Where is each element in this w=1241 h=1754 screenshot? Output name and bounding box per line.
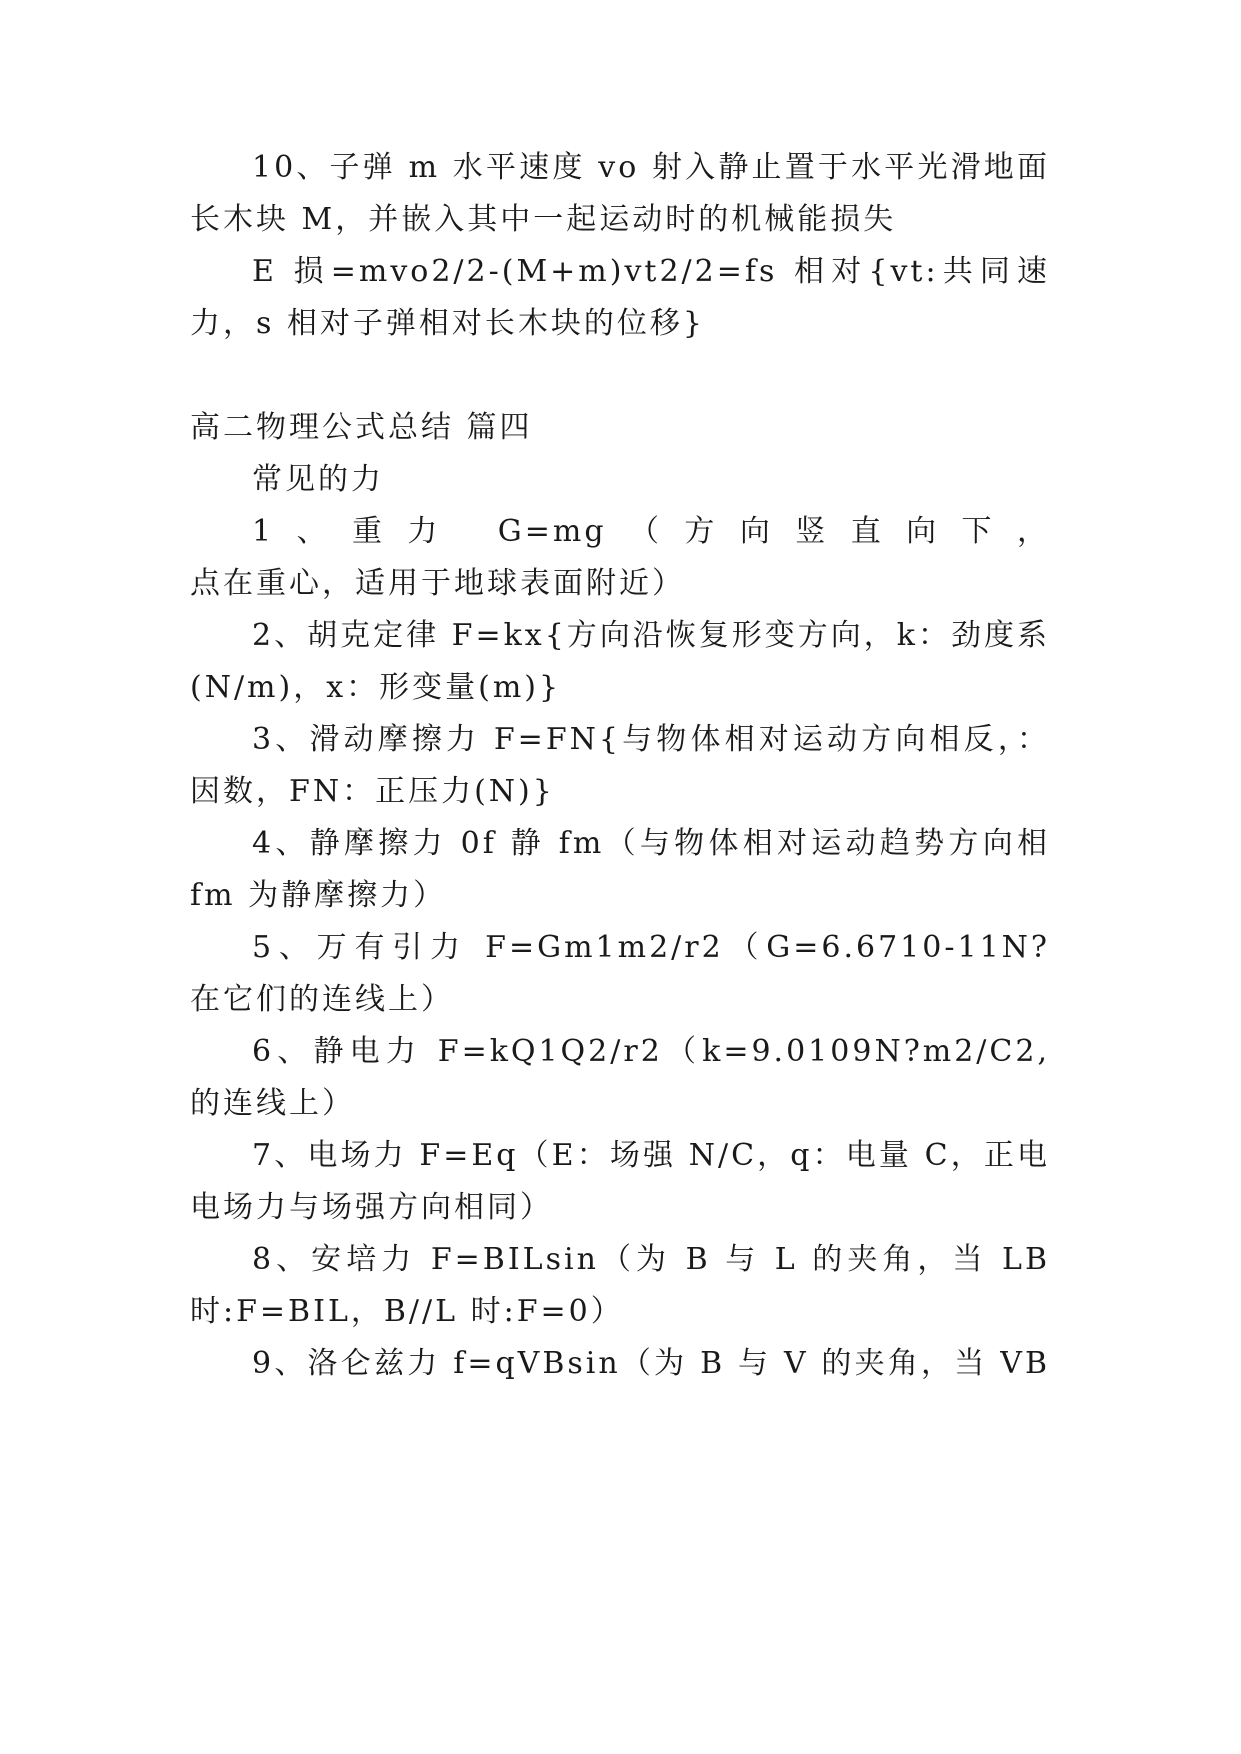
item-2-line-2: (N/m)，x：形变量(m)} — [190, 670, 562, 705]
item-4-line-2: fm 为静摩擦力） — [190, 878, 447, 913]
item-7-line-2: 电场力与场强方向相同） — [190, 1190, 553, 1225]
paragraph-10-line-1: 10、子弹 m 水平速度 vo 射入静止置于水平光滑地面 — [252, 150, 1050, 185]
item-8-line-1: 8、安培力 F=BILsin（为 B 与 L 的夹角，当 LB — [252, 1242, 1050, 1277]
item-8-line-2: 时:F=BIL，B//L 时:F=0） — [190, 1294, 624, 1329]
item-6-line-1: 6、静电力 F=kQ1Q2/r2（k=9.0109N?m2/C2, — [252, 1034, 1050, 1069]
item-5-line-1: 5、万有引力 F=Gm1m2/r2（G=6.6710-11N? — [252, 930, 1050, 965]
item-2-line-1: 2、胡克定律 F=kx{方向沿恢复形变方向，k：劲度系 — [252, 618, 1050, 653]
subsection-title: 常见的力 — [252, 462, 384, 497]
energy-loss-formula-line-2: 力，s 相对子弹相对长木块的位移} — [190, 306, 706, 341]
paragraph-10-line-2: 长木块 M，并嵌入其中一起运动时的机械能损失 — [190, 202, 897, 237]
item-1-line-2: 点在重心，适用于地球表面附近） — [190, 566, 685, 601]
item-4-line-1: 4、静摩擦力 0f 静 fm（与物体相对运动趋势方向相 — [252, 826, 1050, 861]
item-9-line-1: 9、洛仑兹力 f=qVBsin（为 B 与 V 的夹角，当 VB — [252, 1346, 1050, 1381]
item-7-line-1: 7、电场力 F=Eq（E：场强 N/C，q：电量 C，正电 — [252, 1138, 1050, 1173]
item-6-line-2: 的连线上） — [190, 1086, 355, 1121]
section-heading: 高二物理公式总结 篇四 — [190, 410, 533, 445]
item-1-line-1: 1、重力 G=mg（方向竖直向下， — [252, 514, 1050, 549]
item-5-line-2: 在它们的连线上） — [190, 982, 454, 1017]
item-3-line-1: 3、滑动摩擦力 F=FN{与物体相对运动方向相反，： — [252, 722, 1050, 757]
item-3-line-2: 因数，FN：正压力(N)} — [190, 774, 555, 809]
energy-loss-formula-line-1: E 损=mvo2/2-(M+m)vt2/2=fs 相对{vt:共同速 — [252, 254, 1050, 289]
